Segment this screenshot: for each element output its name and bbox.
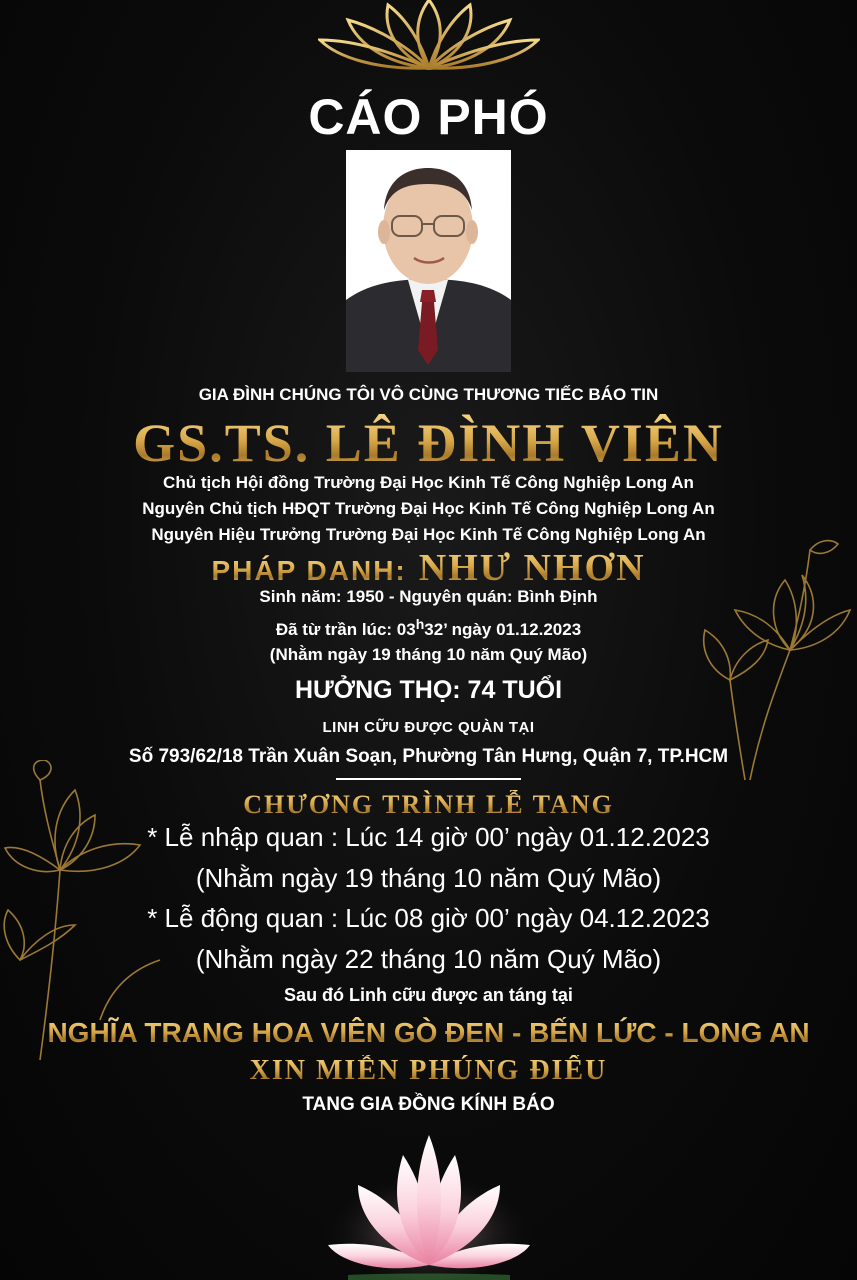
deceased-name: GS.TS. LÊ ĐÌNH VIÊN	[0, 412, 857, 474]
dharma-name: NHƯ NHƠN	[418, 547, 646, 589]
age-text: HƯỞNG THỌ: 74 TUỔI	[294, 676, 563, 704]
vigil-label: LINH CỮU ĐƯỢC QUÀN TẠI	[322, 719, 535, 736]
program-line: (Nhằm ngày 19 tháng 10 năm Quý Mão)	[195, 863, 662, 893]
program-line: * Lễ động quan : Lúc 08 giờ 00’ ngày 04.12.2023	[147, 903, 710, 933]
death-hour-mark: h	[415, 616, 425, 632]
death-time-prefix: Đã từ trần lúc: 03	[275, 620, 416, 639]
vigil-address: Số 793/62/18 Trần Xuân Soạn, Phường Tân Hưng, Quận 7, TP.HCM	[128, 746, 729, 767]
dharma-label: PHÁP DANH:	[211, 555, 407, 586]
death-time-suffix: 32’ ngày 01.12.2023	[424, 620, 582, 639]
program-line: (Nhằm ngày 22 tháng 10 năm Quý Mão)	[195, 944, 662, 974]
burial-intro: Sau đó Linh cữu được an táng tại	[284, 985, 573, 1005]
position-line: Nguyên Chủ tịch HĐQT Trường Đại Học Kinh Tế Công Nghiệp Long An	[142, 499, 715, 518]
dharma-name-row	[0, 546, 857, 590]
birth-info: Sinh năm: 1950 - Nguyên quán: Bình Định	[259, 587, 598, 606]
intro-text: GIA ĐÌNH CHÚNG TÔI VÔ CÙNG THƯƠNG TIẾC BÁO TIN	[198, 385, 659, 404]
divider	[336, 778, 521, 780]
program-line: * Lễ nhập quan : Lúc 14 giờ 00’ ngày 01.12.2023	[147, 822, 710, 852]
cemetery-name: NGHĨA TRANG HOA VIÊN GÒ ĐEN - BẾN LỨC - LONG AN	[0, 1017, 857, 1049]
death-time	[0, 616, 857, 640]
pink-lotus-icon	[318, 1125, 540, 1280]
portrait-photo	[346, 150, 511, 372]
position-line: Nguyên Hiệu Trưởng Trường Đại Học Kinh Tế Công Nghiệp Long An	[151, 525, 706, 544]
family-signoff: TANG GIA ĐỒNG KÍNH BÁO	[302, 1094, 555, 1115]
lunar-death-date: (Nhằm ngày 19 tháng 10 năm Quý Mão)	[269, 645, 588, 664]
gold-lotus-ornament-icon	[318, 0, 540, 70]
program-title: CHƯƠNG TRÌNH LỄ TANG	[0, 790, 857, 820]
no-condolence-text: XIN MIỄN PHÚNG ĐIẾU	[0, 1055, 857, 1087]
page-title: CÁO PHÓ	[308, 89, 549, 145]
position-line: Chủ tịch Hội đồng Trường Đại Học Kinh Tế Công Nghiệp Long An	[163, 473, 694, 492]
